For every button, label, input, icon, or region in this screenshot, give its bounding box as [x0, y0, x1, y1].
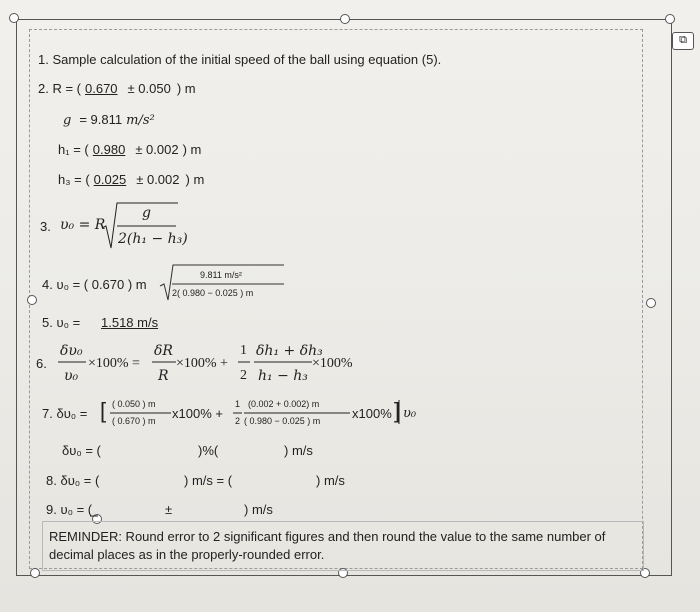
- eq4-numerator: 9.811 m/s²: [200, 270, 242, 280]
- eq7-lhs: 7. δυ₀ =: [42, 406, 88, 421]
- row9-end: ) m/s: [244, 502, 273, 517]
- eq6-d-top: δh₁ + δh₃: [256, 343, 323, 359]
- row9-pm: ±: [165, 502, 173, 517]
- eq6-b-rest: ×100% +: [176, 356, 228, 371]
- h1-value: 0.980: [92, 142, 126, 157]
- eq6-c-bottom: 2: [240, 368, 247, 383]
- h3-unit: ) m: [185, 172, 205, 187]
- row8-label: 8. δυ₀ = (: [46, 473, 100, 488]
- row8-mid: ) m/s = (: [184, 473, 233, 488]
- eq3-lhs: υ₀ = R: [60, 217, 106, 233]
- eq4-lhs: 4. υ₀ = ( 0.670 ) m: [42, 277, 147, 292]
- eq7-close-bracket: ]: [394, 398, 401, 423]
- eq7-b-top: 1: [235, 399, 241, 409]
- eq3-numerator: g: [142, 205, 151, 221]
- eq5-lhs: 5. υ₀ =: [42, 315, 81, 330]
- r-uncertainty: ± 0.050: [127, 81, 171, 96]
- h1-unit: ) m: [182, 142, 202, 157]
- eq6-b-top: δR: [154, 343, 173, 359]
- eq6-c-top: 1: [240, 343, 247, 358]
- dv-row-end: ) m/s: [284, 443, 313, 458]
- h3-value: 0.025: [93, 172, 127, 187]
- eq7-a-rest: x100% +: [172, 406, 223, 421]
- eq5-value: 1.518 m/s: [101, 315, 159, 330]
- g-label: g: [63, 113, 72, 128]
- r-label: 2. R = (: [38, 81, 81, 96]
- dv-row-label: δυ₀ = (: [62, 443, 101, 458]
- row9-label: 9. υ₀ = (: [46, 502, 93, 517]
- eq7-tail: υ₀: [403, 406, 417, 421]
- eq6-b-bottom: R: [158, 368, 169, 384]
- h1-uncertainty: ± 0.002: [135, 142, 179, 157]
- h1-label: h₁ = (: [58, 142, 89, 157]
- eq7-open-bracket: [: [100, 398, 107, 423]
- r-value: 0.670: [85, 81, 118, 96]
- eq6-number: 6.: [36, 356, 47, 371]
- eq7-b-bottom: 2: [235, 416, 241, 426]
- eq7-a-bottom: ( 0.670 ) m: [112, 416, 156, 426]
- eq7-c-bottom: ( 0.980 − 0.025 ) m: [244, 416, 321, 426]
- h3-label: h₃ = (: [58, 172, 90, 187]
- eq7-a-top: ( 0.050 ) m: [112, 399, 156, 409]
- r-unit: ) m: [176, 81, 196, 96]
- g-unit: m/s²: [126, 113, 155, 128]
- eq3-number: 3.: [40, 219, 51, 234]
- eq3-denominator: 2(h₁ − h₃): [118, 231, 188, 247]
- eq6-a-top: δυ₀: [60, 343, 83, 359]
- g-value: = 9.811: [79, 112, 123, 127]
- copy-icon[interactable]: ⧉: [672, 32, 694, 50]
- eq6-d-bottom: h₁ − h₃: [258, 368, 308, 384]
- row8-end: ) m/s: [316, 473, 345, 488]
- eq6-d-rest: ×100%: [312, 356, 353, 371]
- reminder-text: REMINDER: Round error to 2 significant figures and then round the value to the same number of decimal places as in the properly-rounded error.: [49, 529, 606, 562]
- eq6-a-bottom: υ₀: [64, 368, 79, 384]
- eq7-c-top: (0.002 + 0.002) m: [248, 399, 320, 409]
- eq7-c-rest: x100%: [352, 406, 392, 421]
- h3-uncertainty: ± 0.002: [136, 172, 180, 187]
- dv-row-mid: )%(: [198, 443, 219, 458]
- instruction-line-1: 1. Sample calculation of the initial speed of the ball using equation (5).: [38, 52, 442, 67]
- eq4-denominator: 2( 0.980 − 0.025 ) m: [172, 288, 254, 298]
- eq6-a-rest: ×100% =: [88, 356, 140, 371]
